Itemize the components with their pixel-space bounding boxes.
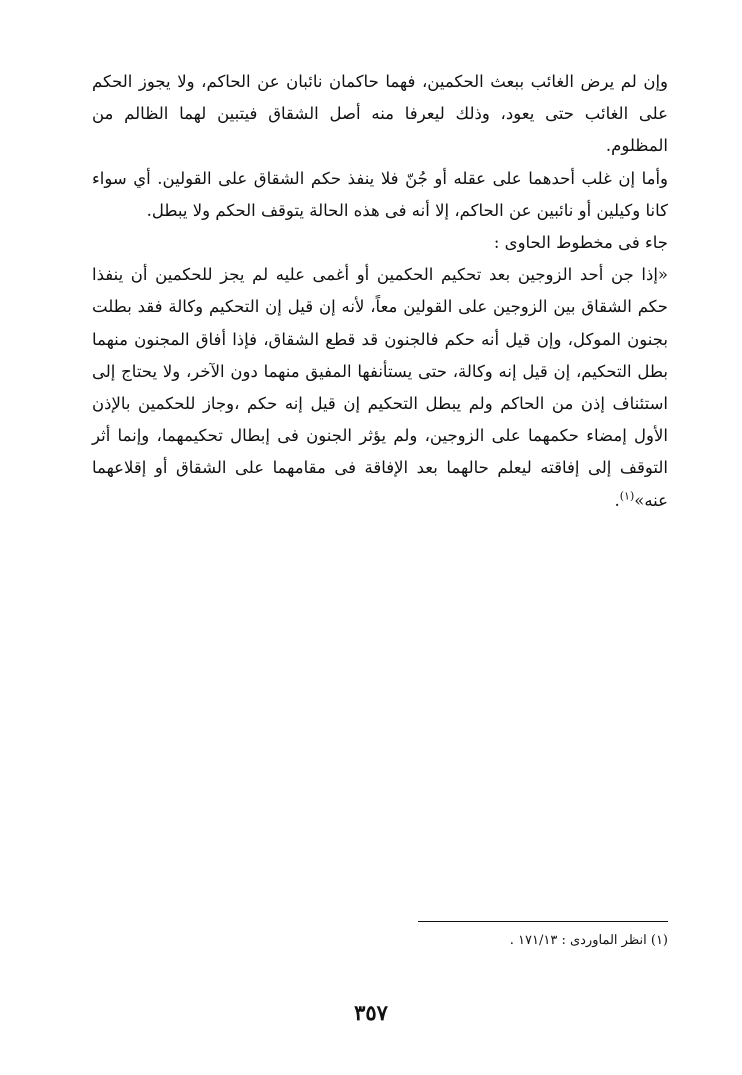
page-number: ٣٥٧ — [354, 1000, 388, 1025]
footnote-divider — [418, 921, 668, 922]
main-text — [92, 66, 668, 517]
paragraph-1: وإن لم يرض الغائب ببعث الحكمين، فهما حاكمان نائبان عن الحاكم، ولا يجوز الحكم على الغائب حتى يعود، وذلك ليعرفا منه أصل الشقاق فيتبين لهما الظالم من المظلوم. — [92, 72, 668, 156]
quote-paragraph — [92, 259, 668, 517]
paragraph-3: جاء فى مخطوط الحاوى : — [493, 233, 668, 253]
paragraph-2: وأما إن غلب أحدهما على عقله أو جُنّ فلا ينفذ حكم الشقاق على القولين. أي سواء كانا وكيلين أو نائبين عن الحاكم، إلا أنه فى هذه الحالة يتوقف الحكم ولا يبطل. — [92, 168, 668, 220]
footnote: (١) انظر الماوردى : ١٧١/١٣ . — [509, 933, 668, 948]
quote-end-period: . — [614, 490, 620, 510]
footnote-reference[interactable]: (١) — [619, 489, 635, 503]
quote-text: «إذا جن أحد الزوجين بعد تحكيم الحكمين أو أغمى عليه لم يجز للحكمين أن ينفذا حكم الشقاق بين الزوجين على القولين معاً، لأنه إن قيل إن التحكيم وكالة فقد بطلت بجنون الموكل، وإن قيل أنه حكم فالجنون قد قطع الشقاق، فإذا أفاق المجنون منهما بطل التحكيم، إن قيل إنه وكالة، حتى يستأنفها المفيق منهما دون الآخر، ولا يحتاج إلى استئناف إذن من الحاكم ولم يبطل التحكيم إن قيل إنه حكم ،وجاز للحكمين بالإذن الأول إمضاء حكمهما على الزوجين، ولم يؤثر الجنون فى إبطال تحكيمهما، وإنما أثر التوقف إلى إفاقته ليعلم حالهما بعد الإفاقة فى مقامهما على الشقاق أو إقلاعهما عنه» — [92, 265, 668, 510]
